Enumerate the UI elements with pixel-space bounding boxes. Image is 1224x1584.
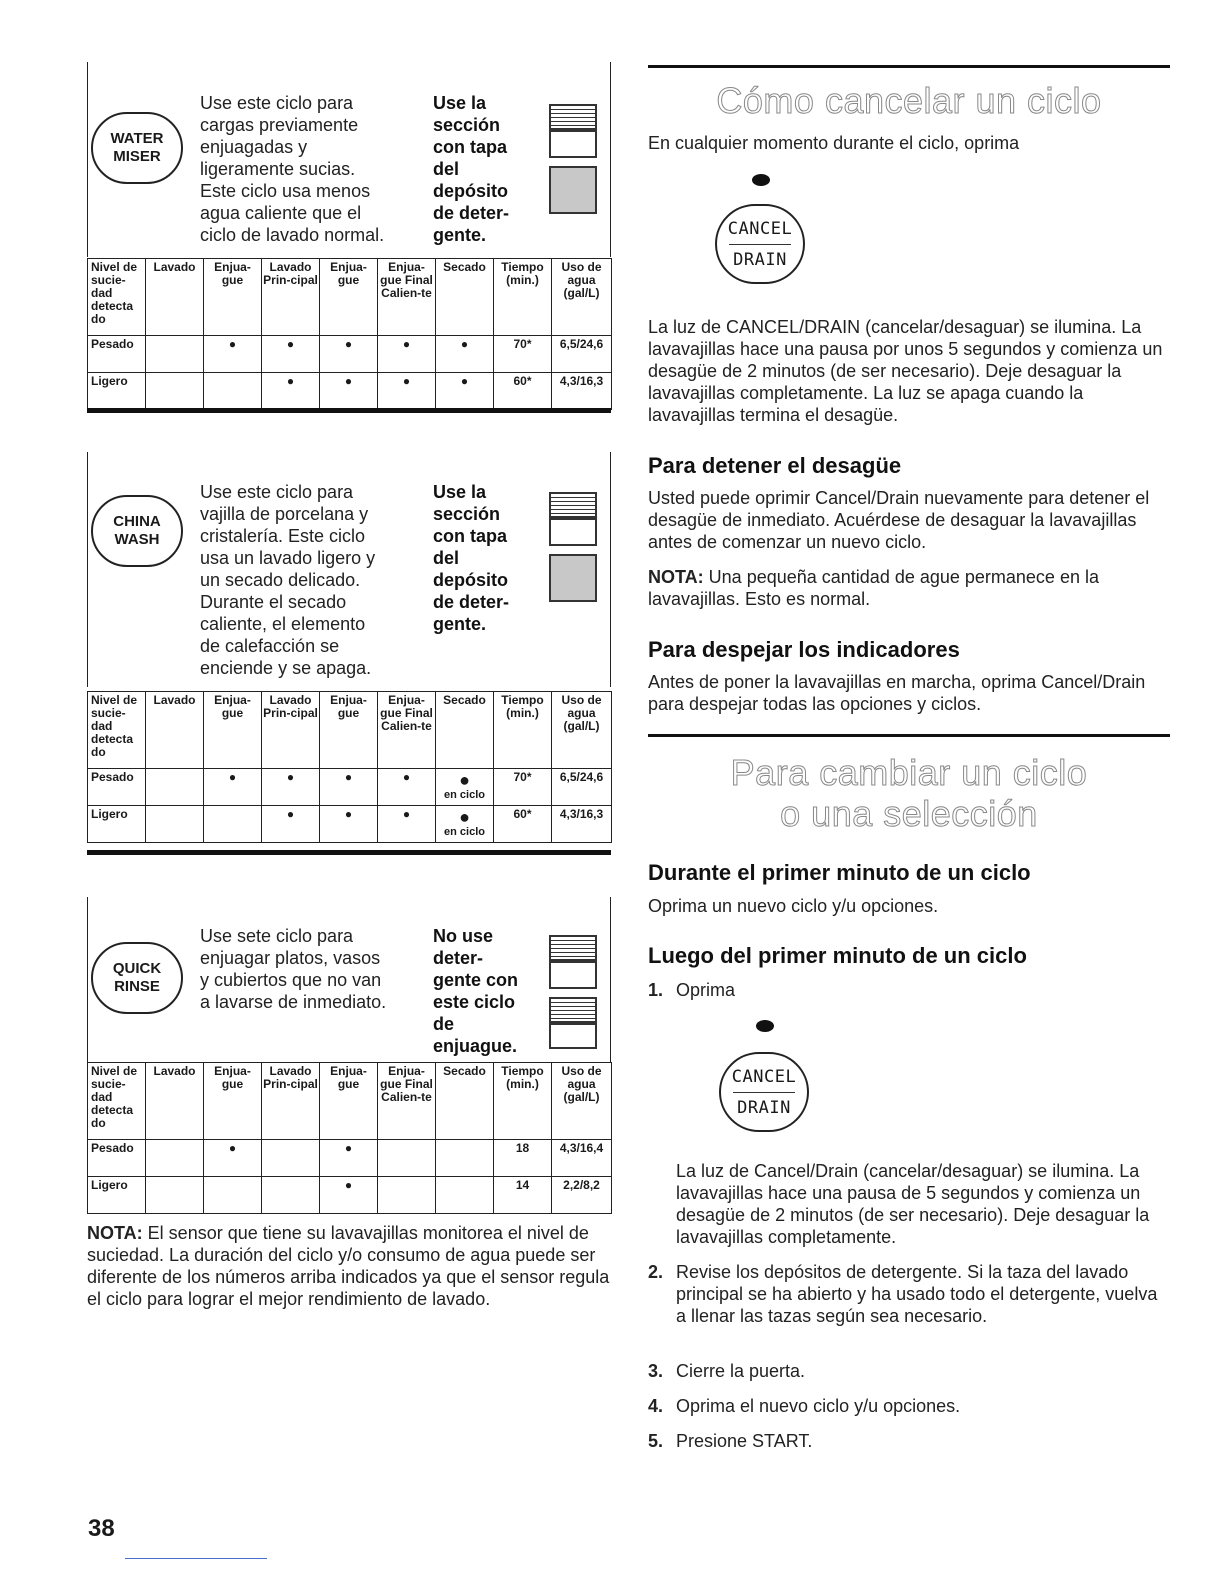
cancel-description: La luz de CANCEL/DRAIN (cancelar/desaguar) se ilumina. La lavavajillas hace una pausa por unos 5 segundos y comienza un desagüe de 2 minutos (de ser necesario). Deje desaguar la lavavajillas completamente. La luz se apaga cuando la lavavajillas termina el desagüe.	[648, 317, 1163, 425]
after-first-minute-heading: Luego del primer minuto de un ciclo	[648, 943, 1027, 968]
badge-line: MISER	[113, 148, 161, 165]
cancel-intro: En cualquier momento durante el ciclo, oprima	[648, 133, 1020, 153]
drain-note: NOTA: Una pequeña cantidad de ague permanece en la lavavajillas. Esto es normal.	[648, 567, 1099, 609]
change-cycle-title: Para cambiar un ciclo	[730, 752, 1088, 793]
list-item: 2. Revise los depósitos de detergente. Si la taza del lavado principal se ha abierto y ha usado todo el detergente, vuelva a llenar las tazas según sea necesario.	[648, 1262, 1158, 1326]
first-minute-heading: Durante el primer minuto de un ciclo	[648, 860, 1031, 885]
detergent-dispenser-icon	[549, 104, 599, 244]
detergent-instruction: No use deter- gente con este ciclo de enjuague.	[433, 926, 519, 1056]
detergent-dispenser-icon	[549, 492, 599, 632]
table-row: Ligero ● ● ● ● en ciclo 60* 4,3/16,3	[88, 806, 612, 843]
detergent-instruction: Use la sección con tapa del depósito de deter- gente.	[433, 482, 510, 634]
change-cycle-title-line2: o una selección	[780, 793, 1038, 834]
indicator-light-icon	[752, 174, 770, 186]
first-minute-text: Oprima un nuevo ciclo y/u opciones.	[648, 896, 939, 916]
stop-drain-text: Usted puede oprimir Cancel/Drain nuevamente para detener el desagüe de inmediato. Acuérdese de desaguar la lavavajillas antes de comenzar un nuevo ciclo.	[648, 488, 1150, 552]
table-row: Ligero ● ● ● ● 60* 4,3/16,3	[88, 373, 612, 410]
china-wash-badge	[91, 495, 183, 567]
water-miser-badge	[91, 112, 183, 184]
cancel-cycle-title: Cómo cancelar un ciclo	[716, 80, 1102, 121]
cycle-table: Nivel de sucie-dad detecta do Lavado Enjua-gue Lavado Prin-cipal Enjua-gue Enjua-gue Final Calien-te Secado Tiempo (min.) Uso de agua (gal/L) Pesado ● ● 18 4,3/16,4 Ligero ● 14 2,2/8,2	[87, 1062, 612, 1214]
table-row: Ligero ● 14 2,2/8,2	[88, 1177, 612, 1214]
table-row: Pesado ● ● 18 4,3/16,4	[88, 1140, 612, 1177]
cycle-table: Nivel de sucie-dad detecta do Lavado Enjua-gue Lavado Prin-cipal Enjua-gue Enjua-gue Final Calien-te Secado Tiempo (min.) Uso de agua (gal/L) Pesado ● ● ● ● ● en ciclo 70* 6,5/24,6 Ligero ● ● ● ● en ciclo 60* 4,3/16,3	[87, 691, 612, 843]
clear-indicators-heading: Para despejar los indicadores	[648, 637, 960, 662]
badge-line: CHINA	[113, 513, 161, 530]
cycle-description: Use este ciclo para vajilla de porcelana y cristalería. Este ciclo usa un lavado ligero y un secado delicado. Durante el secado caliente, el elemento de calefacción se enciende y se apaga.	[200, 482, 376, 678]
page-number: 38	[88, 1515, 115, 1542]
detergent-instruction: Use la sección con tapa del depósito de deter- gente.	[433, 93, 510, 245]
cancel-drain-button[interactable]: CANCEL DRAIN	[715, 204, 805, 284]
footer-rule	[125, 1558, 267, 1559]
list-item: 5. Presione START.	[648, 1431, 813, 1451]
sensor-note: NOTA: El sensor que tiene su lavavajillas monitorea el nivel de suciedad. La duración del ciclo y/o consumo de agua puede ser diferente de los números arriba indicados ya que el sensor regula el ciclo para lograr el mejor rendimiento de lavado.	[87, 1223, 610, 1309]
list-item: 4. Oprima el nuevo ciclo y/u opciones.	[648, 1396, 961, 1416]
cycle-description: Use este ciclo para cargas previamente enjuagadas y ligeramente sucias. Este ciclo usa menos agua caliente que el ciclo de lavado normal.	[200, 93, 385, 245]
quick-rinse-badge	[91, 942, 183, 1014]
badge-line: WATER	[110, 130, 164, 147]
cycle-quick-rinse	[87, 897, 611, 1217]
badge-line: WASH	[114, 531, 160, 548]
list-item: 1. Oprima	[648, 980, 736, 1000]
step1-description: La luz de Cancel/Drain (cancelar/desaguar) se ilumina. La lavavajillas hace una pausa de 5 segundos y comienza un desagüe de 2 minutos (de ser necesario). Deje desaguar la lavavajillas completamente.	[676, 1161, 1150, 1247]
table-row: Pesado ● ● ● ● ● 70* 6,5/24,6	[88, 336, 612, 373]
list-item: 3. Cierre la puerta.	[648, 1361, 806, 1381]
badge-line: QUICK	[112, 960, 162, 977]
cycle-description: Use sete ciclo para enjuagar platos, vasos y cubiertos que no van a lavarse de inmediato.	[200, 926, 387, 1012]
badge-line: RINSE	[114, 978, 160, 995]
indicator-light-icon	[756, 1020, 774, 1032]
cycle-table: Nivel de sucie-dad detecta do Lavado Enjua-gue Lavado Prin-cipal Enjua-gue Enjua-gue Final Calien-te Secado Tiempo (min.) Uso de agua (gal/L) Pesado ● ● ● ● ● 70* 6,5/24,6 Ligero ● ● ● ● 60* 4,3/16,3	[87, 258, 612, 410]
table-row: Pesado ● ● ● ● ● en ciclo 70* 6,5/24,6	[88, 769, 612, 806]
detergent-dispenser-icon	[549, 935, 599, 1075]
cycle-water-miser	[87, 62, 611, 415]
cancel-drain-button[interactable]: CANCEL DRAIN	[719, 1052, 809, 1132]
cycle-china-wash	[87, 452, 611, 857]
stop-drain-heading: Para detener el desagüe	[648, 453, 902, 478]
clear-indicators-text: Antes de poner la lavavajillas en marcha, oprima Cancel/Drain para despejar todas las opciones y ciclos.	[648, 672, 1146, 714]
